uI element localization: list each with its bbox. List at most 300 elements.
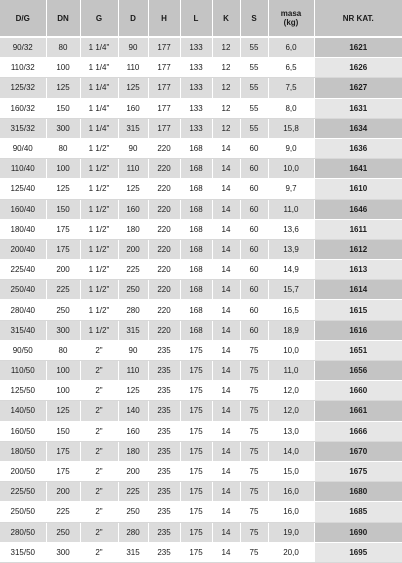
cell-mass: 16,0	[268, 482, 314, 502]
cell-d: 225	[118, 260, 148, 280]
cell-k: 14	[212, 199, 240, 219]
cell-dn: 80	[46, 340, 80, 360]
cell-k: 14	[212, 441, 240, 461]
cell-dn: 175	[46, 461, 80, 481]
cell-cat: 1634	[314, 118, 402, 138]
cell-dg: 200/50	[0, 461, 46, 481]
cell-cat: 1636	[314, 138, 402, 158]
cell-g: 2"	[80, 421, 118, 441]
table-header	[0, 0, 402, 37]
table-row	[0, 58, 402, 78]
cell-d: 90	[118, 340, 148, 360]
cell-s: 55	[240, 58, 268, 78]
cell-k: 12	[212, 118, 240, 138]
cell-h: 235	[148, 441, 180, 461]
cell-k: 12	[212, 78, 240, 98]
cell-d: 225	[118, 482, 148, 502]
cell-dn: 200	[46, 482, 80, 502]
cell-dg: 315/32	[0, 118, 46, 138]
cell-cat: 1610	[314, 179, 402, 199]
cell-dn: 100	[46, 381, 80, 401]
cell-l: 168	[180, 320, 212, 340]
cell-cat: 1675	[314, 461, 402, 481]
cell-dn: 250	[46, 300, 80, 320]
table-row	[0, 300, 402, 320]
cell-cat: 1627	[314, 78, 402, 98]
cell-l: 168	[180, 260, 212, 280]
cell-mass: 13,6	[268, 219, 314, 239]
header-dg: D/G	[0, 0, 46, 37]
cell-k: 14	[212, 522, 240, 542]
cell-g: 2"	[80, 441, 118, 461]
header-k: K	[212, 0, 240, 37]
cell-d: 280	[118, 522, 148, 542]
header-h: H	[148, 0, 180, 37]
cell-dn: 175	[46, 441, 80, 461]
table-row	[0, 320, 402, 340]
cell-d: 110	[118, 58, 148, 78]
cell-g: 1 1/2"	[80, 260, 118, 280]
table-row	[0, 401, 402, 421]
cell-dn: 225	[46, 280, 80, 300]
cell-k: 14	[212, 219, 240, 239]
cell-g: 2"	[80, 361, 118, 381]
cell-k: 14	[212, 381, 240, 401]
cell-h: 235	[148, 381, 180, 401]
cell-h: 177	[148, 78, 180, 98]
cell-l: 168	[180, 159, 212, 179]
cell-s: 55	[240, 37, 268, 58]
cell-s: 60	[240, 260, 268, 280]
cell-dg: 225/50	[0, 482, 46, 502]
cell-cat: 1646	[314, 199, 402, 219]
cell-dg: 110/50	[0, 361, 46, 381]
cell-h: 220	[148, 138, 180, 158]
cell-d: 180	[118, 219, 148, 239]
cell-h: 235	[148, 401, 180, 421]
cell-g: 2"	[80, 542, 118, 562]
cell-mass: 14,9	[268, 260, 314, 280]
cell-h: 235	[148, 340, 180, 360]
cell-dn: 300	[46, 542, 80, 562]
cell-k: 14	[212, 340, 240, 360]
cell-h: 235	[148, 482, 180, 502]
cell-k: 12	[212, 37, 240, 58]
cell-mass: 19,0	[268, 522, 314, 542]
cell-g: 1 1/2"	[80, 159, 118, 179]
cell-mass: 10,0	[268, 340, 314, 360]
table-row	[0, 522, 402, 542]
cell-d: 200	[118, 461, 148, 481]
table-row	[0, 37, 402, 58]
cell-d: 280	[118, 300, 148, 320]
cell-l: 168	[180, 179, 212, 199]
cell-s: 60	[240, 138, 268, 158]
cell-l: 175	[180, 361, 212, 381]
header-mass-label: masa	[280, 9, 302, 18]
cell-k: 14	[212, 159, 240, 179]
cell-cat: 1613	[314, 260, 402, 280]
cell-l: 133	[180, 58, 212, 78]
header-g: G	[80, 0, 118, 37]
cell-dn: 300	[46, 320, 80, 340]
cell-dg: 110/40	[0, 159, 46, 179]
cell-l: 175	[180, 421, 212, 441]
cell-s: 60	[240, 219, 268, 239]
cell-cat: 1614	[314, 280, 402, 300]
cell-h: 220	[148, 219, 180, 239]
cell-d: 315	[118, 320, 148, 340]
cell-mass: 13,0	[268, 421, 314, 441]
cell-s: 75	[240, 441, 268, 461]
cell-h: 220	[148, 300, 180, 320]
cell-dg: 180/40	[0, 219, 46, 239]
cell-dg: 90/50	[0, 340, 46, 360]
cell-l: 175	[180, 542, 212, 562]
cell-cat: 1615	[314, 300, 402, 320]
cell-d: 160	[118, 98, 148, 118]
cell-l: 133	[180, 118, 212, 138]
cell-d: 250	[118, 280, 148, 300]
table-row	[0, 159, 402, 179]
cell-g: 1 1/2"	[80, 199, 118, 219]
cell-g: 1 1/4"	[80, 37, 118, 58]
cell-h: 177	[148, 37, 180, 58]
cell-k: 14	[212, 179, 240, 199]
cell-mass: 6,0	[268, 37, 314, 58]
cell-h: 177	[148, 58, 180, 78]
cell-mass: 9,0	[268, 138, 314, 158]
cell-h: 220	[148, 260, 180, 280]
cell-k: 14	[212, 482, 240, 502]
table-row	[0, 118, 402, 138]
cell-l: 175	[180, 461, 212, 481]
table-row	[0, 219, 402, 239]
table-row	[0, 260, 402, 280]
cell-mass: 20,0	[268, 542, 314, 562]
cell-dn: 125	[46, 78, 80, 98]
cell-d: 125	[118, 179, 148, 199]
cell-h: 235	[148, 461, 180, 481]
table-row	[0, 179, 402, 199]
cell-d: 315	[118, 542, 148, 562]
cell-l: 168	[180, 300, 212, 320]
cell-s: 75	[240, 381, 268, 401]
cell-mass: 18,9	[268, 320, 314, 340]
cell-k: 14	[212, 320, 240, 340]
cell-l: 168	[180, 239, 212, 259]
table-row	[0, 280, 402, 300]
cell-l: 168	[180, 280, 212, 300]
cell-dn: 125	[46, 401, 80, 421]
cell-s: 75	[240, 522, 268, 542]
cell-dg: 90/40	[0, 138, 46, 158]
cell-cat: 1656	[314, 361, 402, 381]
cell-g: 1 1/2"	[80, 219, 118, 239]
cell-mass: 8,0	[268, 98, 314, 118]
cell-s: 75	[240, 502, 268, 522]
table-row	[0, 502, 402, 522]
cell-d: 90	[118, 138, 148, 158]
cell-cat: 1651	[314, 340, 402, 360]
cell-g: 2"	[80, 461, 118, 481]
cell-s: 55	[240, 118, 268, 138]
cell-g: 1 1/4"	[80, 78, 118, 98]
cell-l: 133	[180, 78, 212, 98]
cell-s: 75	[240, 461, 268, 481]
cell-s: 55	[240, 78, 268, 98]
cell-h: 220	[148, 280, 180, 300]
cell-g: 1 1/4"	[80, 58, 118, 78]
table-row	[0, 482, 402, 502]
cell-cat: 1626	[314, 58, 402, 78]
cell-s: 60	[240, 280, 268, 300]
cell-l: 175	[180, 340, 212, 360]
cell-g: 2"	[80, 502, 118, 522]
cell-mass: 9,7	[268, 179, 314, 199]
cell-s: 75	[240, 482, 268, 502]
cell-d: 140	[118, 401, 148, 421]
cell-s: 60	[240, 179, 268, 199]
cell-k: 14	[212, 401, 240, 421]
table-row	[0, 199, 402, 219]
table-row	[0, 461, 402, 481]
cell-dg: 180/50	[0, 441, 46, 461]
cell-h: 235	[148, 542, 180, 562]
cell-cat: 1695	[314, 542, 402, 562]
cell-g: 2"	[80, 522, 118, 542]
cell-dg: 160/50	[0, 421, 46, 441]
cell-s: 60	[240, 159, 268, 179]
cell-mass: 6,5	[268, 58, 314, 78]
cell-g: 1 1/2"	[80, 320, 118, 340]
cell-h: 235	[148, 522, 180, 542]
cell-mass: 12,0	[268, 401, 314, 421]
cell-h: 177	[148, 118, 180, 138]
cell-k: 14	[212, 239, 240, 259]
cell-cat: 1680	[314, 482, 402, 502]
cell-dn: 100	[46, 58, 80, 78]
cell-k: 14	[212, 300, 240, 320]
cell-dg: 200/40	[0, 239, 46, 259]
cell-dg: 280/50	[0, 522, 46, 542]
cell-mass: 16,5	[268, 300, 314, 320]
cell-dn: 80	[46, 138, 80, 158]
cell-mass: 14,0	[268, 441, 314, 461]
cell-g: 1 1/4"	[80, 118, 118, 138]
cell-dg: 90/32	[0, 37, 46, 58]
cell-k: 12	[212, 58, 240, 78]
cell-k: 14	[212, 461, 240, 481]
cell-d: 160	[118, 421, 148, 441]
cell-s: 75	[240, 340, 268, 360]
cell-d: 110	[118, 159, 148, 179]
cell-d: 90	[118, 37, 148, 58]
cell-d: 125	[118, 381, 148, 401]
cell-l: 133	[180, 98, 212, 118]
cell-h: 235	[148, 361, 180, 381]
cell-dn: 100	[46, 361, 80, 381]
cell-dg: 125/40	[0, 179, 46, 199]
cell-d: 180	[118, 441, 148, 461]
table-row	[0, 381, 402, 401]
cell-cat: 1670	[314, 441, 402, 461]
cell-k: 14	[212, 421, 240, 441]
cell-dn: 150	[46, 98, 80, 118]
cell-l: 175	[180, 502, 212, 522]
cell-k: 14	[212, 260, 240, 280]
cell-cat: 1616	[314, 320, 402, 340]
cell-s: 60	[240, 300, 268, 320]
cell-dn: 150	[46, 199, 80, 219]
cell-h: 235	[148, 421, 180, 441]
header-d: D	[118, 0, 148, 37]
header-mass	[268, 0, 314, 37]
cell-g: 2"	[80, 340, 118, 360]
cell-dn: 80	[46, 37, 80, 58]
cell-dn: 250	[46, 522, 80, 542]
cell-d: 110	[118, 361, 148, 381]
cell-mass: 11,0	[268, 199, 314, 219]
cell-l: 175	[180, 381, 212, 401]
cell-l: 168	[180, 138, 212, 158]
cell-dn: 175	[46, 239, 80, 259]
cell-h: 177	[148, 98, 180, 118]
cell-s: 75	[240, 542, 268, 562]
cell-d: 200	[118, 239, 148, 259]
cell-k: 14	[212, 502, 240, 522]
table-row	[0, 542, 402, 562]
cell-dg: 160/40	[0, 199, 46, 219]
header-dn: DN	[46, 0, 80, 37]
cell-dg: 110/32	[0, 58, 46, 78]
cell-dg: 140/50	[0, 401, 46, 421]
cell-s: 75	[240, 401, 268, 421]
cell-h: 220	[148, 179, 180, 199]
cell-l: 133	[180, 37, 212, 58]
table-body	[0, 37, 402, 562]
cell-cat: 1612	[314, 239, 402, 259]
cell-d: 160	[118, 199, 148, 219]
cell-l: 168	[180, 199, 212, 219]
cell-dg: 250/50	[0, 502, 46, 522]
header-cat: NR KAT.	[314, 0, 402, 37]
cell-mass: 12,0	[268, 381, 314, 401]
header-s: S	[240, 0, 268, 37]
cell-h: 235	[148, 502, 180, 522]
cell-dg: 280/40	[0, 300, 46, 320]
cell-cat: 1621	[314, 37, 402, 58]
cell-g: 2"	[80, 381, 118, 401]
cell-g: 1 1/4"	[80, 98, 118, 118]
table-row	[0, 340, 402, 360]
cell-h: 220	[148, 199, 180, 219]
cell-cat: 1611	[314, 219, 402, 239]
cell-dn: 175	[46, 219, 80, 239]
cell-l: 175	[180, 522, 212, 542]
cell-l: 175	[180, 401, 212, 421]
cell-h: 220	[148, 239, 180, 259]
header-l: L	[180, 0, 212, 37]
cell-k: 14	[212, 280, 240, 300]
cell-dn: 225	[46, 502, 80, 522]
cell-dg: 160/32	[0, 98, 46, 118]
cell-d: 125	[118, 78, 148, 98]
cell-mass: 15,0	[268, 461, 314, 481]
cell-dn: 200	[46, 260, 80, 280]
cell-mass: 7,5	[268, 78, 314, 98]
cell-k: 14	[212, 361, 240, 381]
table-row	[0, 361, 402, 381]
cell-dn: 300	[46, 118, 80, 138]
cell-g: 1 1/2"	[80, 300, 118, 320]
cell-cat: 1690	[314, 522, 402, 542]
cell-cat: 1685	[314, 502, 402, 522]
cell-dg: 315/40	[0, 320, 46, 340]
table-row	[0, 239, 402, 259]
cell-k: 14	[212, 542, 240, 562]
cell-mass: 13,9	[268, 239, 314, 259]
cell-g: 1 1/2"	[80, 179, 118, 199]
cell-cat: 1631	[314, 98, 402, 118]
cell-mass: 10,0	[268, 159, 314, 179]
cell-g: 2"	[80, 401, 118, 421]
cell-dg: 315/50	[0, 542, 46, 562]
cell-k: 14	[212, 138, 240, 158]
cell-cat: 1660	[314, 381, 402, 401]
cell-mass: 16,0	[268, 502, 314, 522]
table-row	[0, 98, 402, 118]
cell-mass: 15,8	[268, 118, 314, 138]
cell-g: 1 1/2"	[80, 239, 118, 259]
cell-s: 75	[240, 361, 268, 381]
cell-dn: 100	[46, 159, 80, 179]
cell-cat: 1666	[314, 421, 402, 441]
cell-cat: 1661	[314, 401, 402, 421]
cell-dg: 250/40	[0, 280, 46, 300]
cell-h: 220	[148, 320, 180, 340]
cell-dg: 125/50	[0, 381, 46, 401]
cell-g: 1 1/2"	[80, 280, 118, 300]
cell-dg: 125/32	[0, 78, 46, 98]
cell-h: 220	[148, 159, 180, 179]
cell-s: 60	[240, 320, 268, 340]
cell-l: 175	[180, 482, 212, 502]
table-row	[0, 421, 402, 441]
cell-cat: 1641	[314, 159, 402, 179]
cell-l: 168	[180, 219, 212, 239]
cell-d: 250	[118, 502, 148, 522]
cell-dn: 150	[46, 421, 80, 441]
cell-s: 75	[240, 421, 268, 441]
header-mass-unit: (kg)	[283, 18, 299, 27]
cell-s: 60	[240, 239, 268, 259]
cell-l: 175	[180, 441, 212, 461]
cell-dg: 225/40	[0, 260, 46, 280]
table-row	[0, 441, 402, 461]
cell-s: 55	[240, 98, 268, 118]
cell-g: 1 1/2"	[80, 138, 118, 158]
table-row	[0, 78, 402, 98]
cell-mass: 15,7	[268, 280, 314, 300]
cell-g: 2"	[80, 482, 118, 502]
cell-k: 12	[212, 98, 240, 118]
cell-dn: 125	[46, 179, 80, 199]
cell-d: 315	[118, 118, 148, 138]
table-row	[0, 138, 402, 158]
cell-s: 60	[240, 199, 268, 219]
cell-mass: 11,0	[268, 361, 314, 381]
